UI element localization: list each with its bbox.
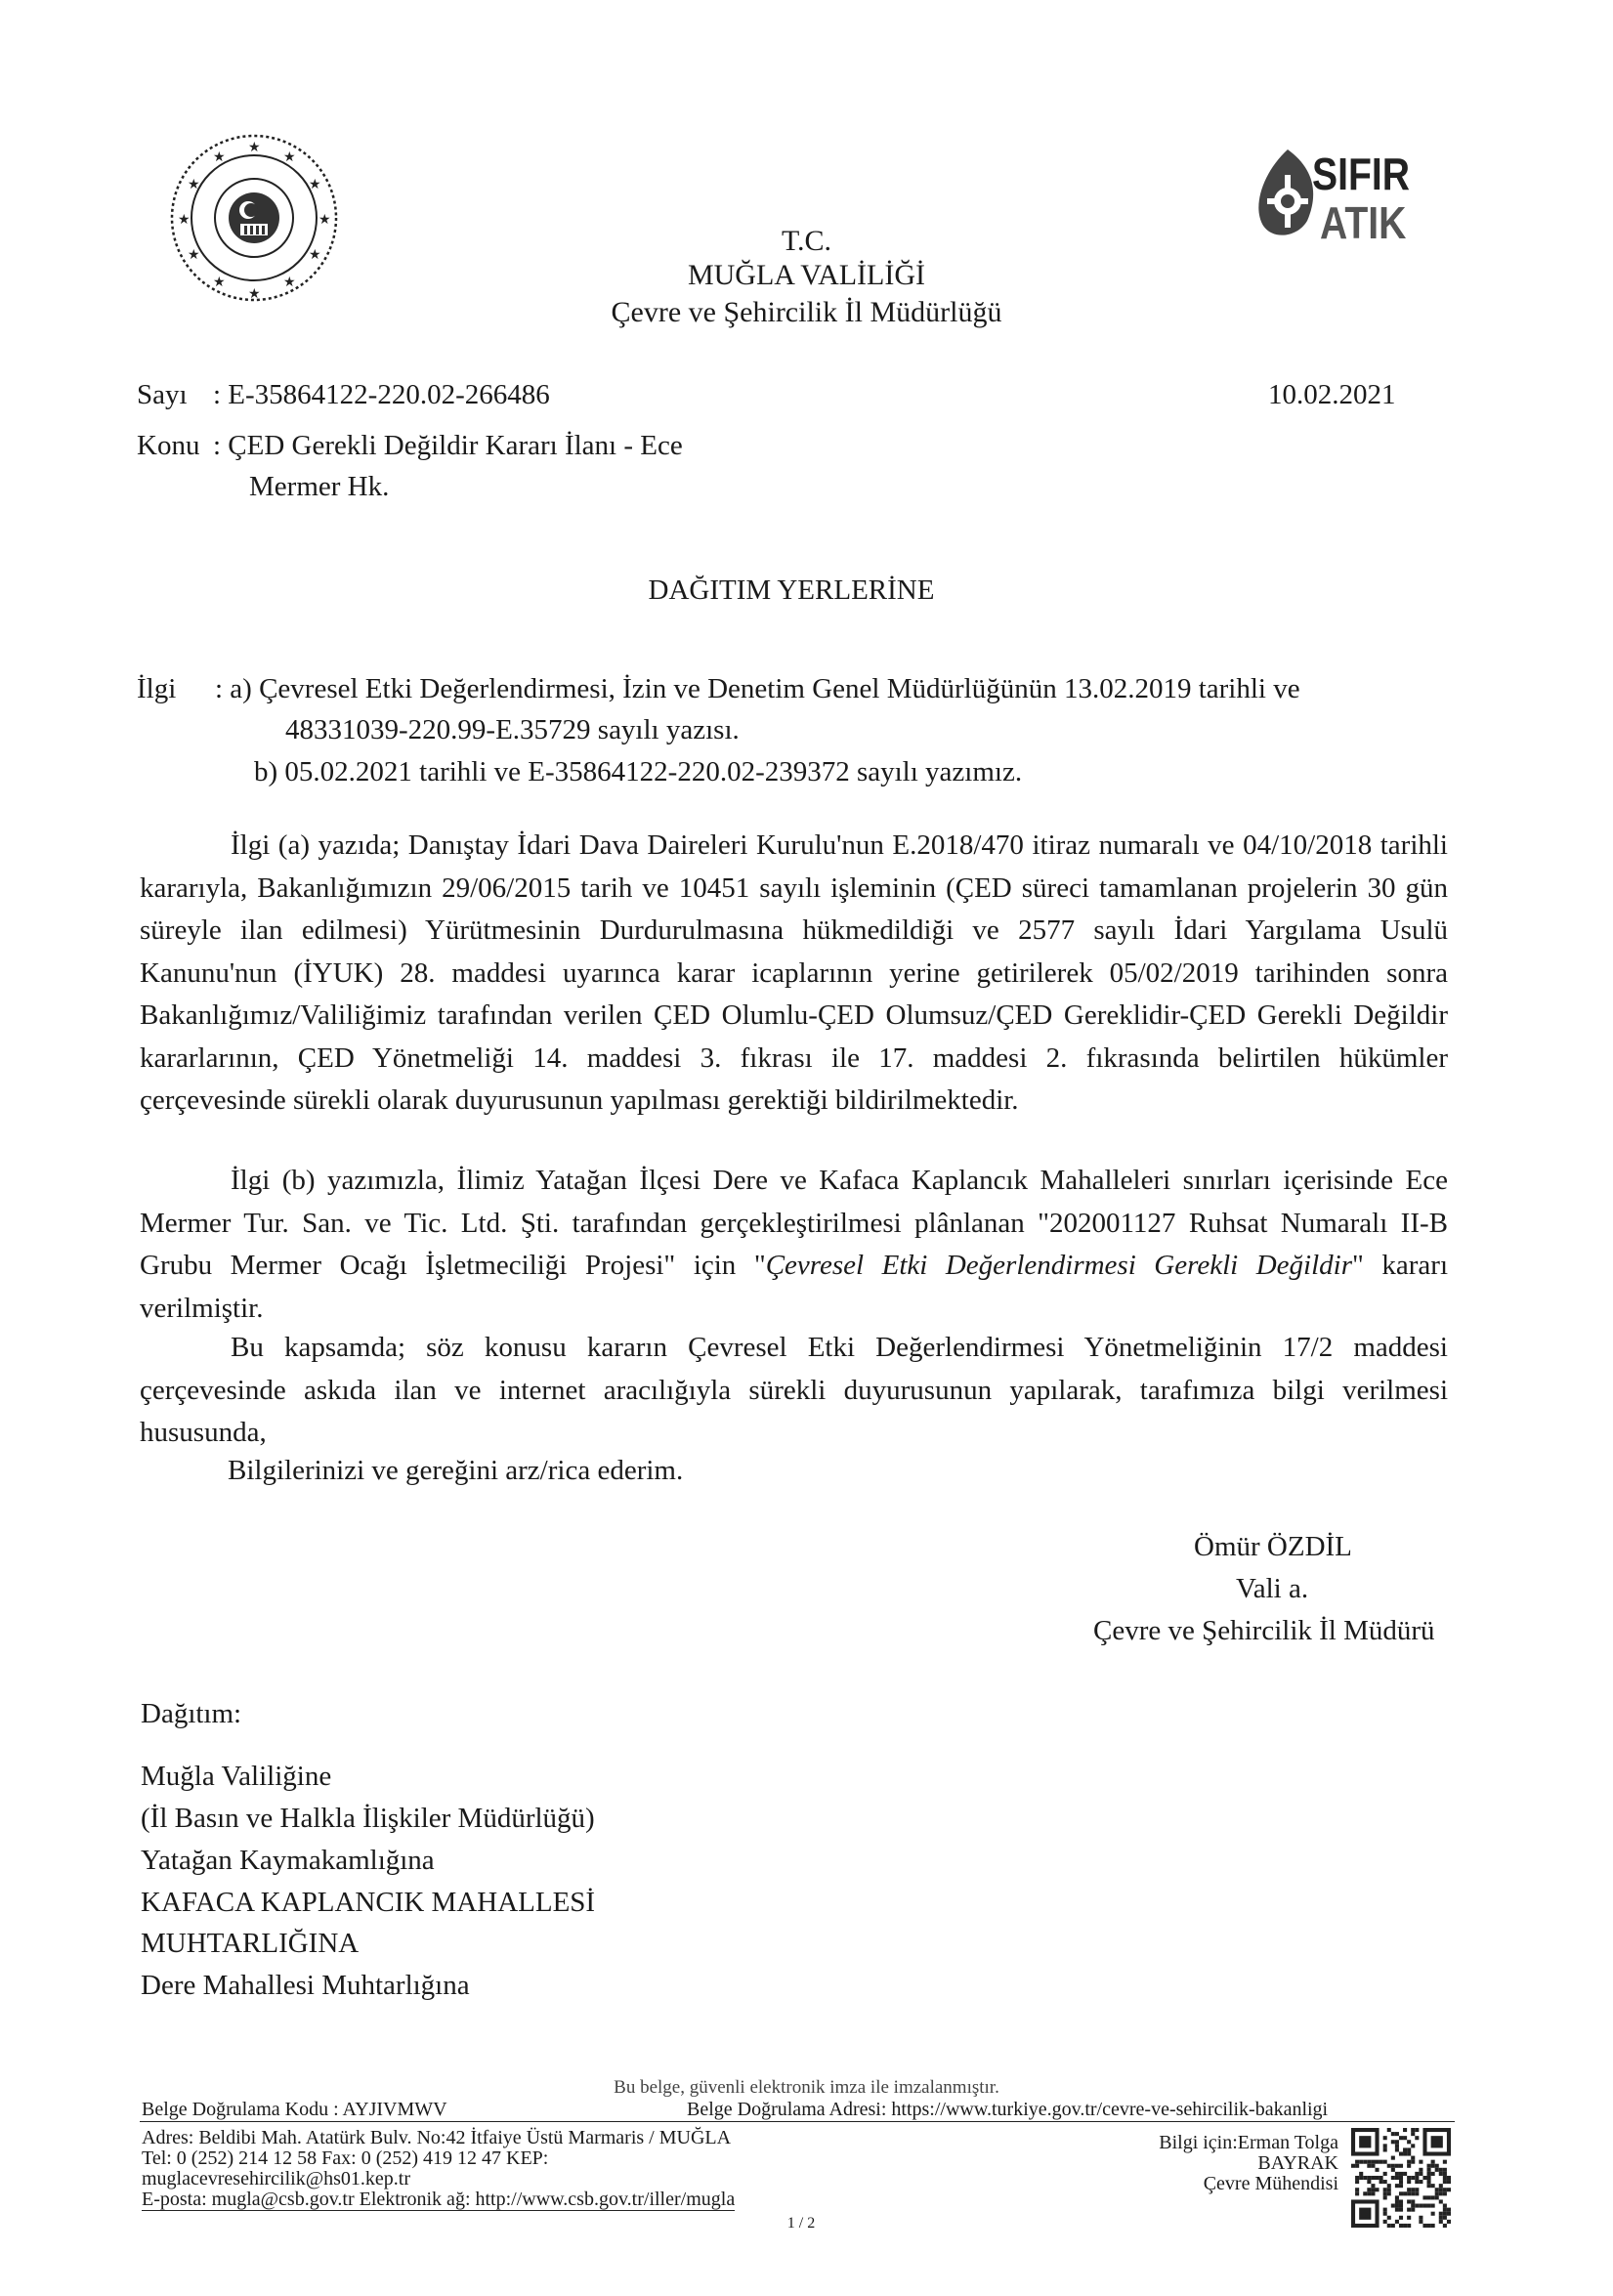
page-number: 1 / 2 (786, 2215, 816, 2232)
verification-code: Belge Doğrulama Kodu : AYJIVMWV (142, 2099, 447, 2120)
esign-note: Bu belge, güvenli elektronik imza ile imzalanmıştır. (614, 2077, 999, 2098)
distribution-item: MUHTARLIĞINA (141, 1928, 360, 1959)
distribution-item: KAFACA KAPLANCIK MAHALLESİ (141, 1887, 596, 1918)
footer-address: Adres: Beldibi Mah. Atatürk Bulv. No:42 İtfaiye Üstü Marmaris / MUĞLA (142, 2127, 732, 2148)
verification-address: Belge Doğrulama Adresi: https://www.turkiye.gov.tr/cevre-ve-sehircilik-bakanligi (687, 2099, 1329, 2120)
atik-text: ATIK (1320, 197, 1407, 248)
footer-tel: Tel: 0 (252) 214 12 58 Fax: 0 (252) 419 12 47 KEP: (142, 2147, 549, 2169)
svg-text:★: ★ (283, 149, 296, 165)
sayi-label: Sayı (137, 379, 188, 410)
ilgi-label: İlgi (137, 673, 177, 704)
svg-text:★: ★ (318, 212, 331, 228)
svg-text:★: ★ (213, 149, 226, 165)
svg-text:★: ★ (178, 212, 191, 228)
header-governorship: MUĞLA VALİLİĞİ (687, 259, 926, 291)
ilgi-a-line-1: : a) Çevresel Etki Değerlendirmesi, İzin ve Denetim Genel Müdürlüğünün 13.02.2019 tarihli ve (215, 673, 1300, 704)
ilgi-b-line: b) 05.02.2021 tarihli ve E-35864122-220.02-239372 sayılı yazımız. (254, 756, 1023, 787)
konu-line-1: : ÇED Gerekli Değildir Kararı İlanı - Ece (213, 430, 683, 461)
signature-name: Ömür ÖZDİL (1194, 1531, 1352, 1562)
konu-label: Konu (137, 430, 200, 461)
svg-text:★: ★ (213, 275, 226, 290)
svg-text:★: ★ (309, 247, 321, 263)
svg-text:★: ★ (248, 286, 261, 302)
distribution-item: Yatağan Kaymakamlığına (141, 1845, 435, 1876)
info-title: Çevre Mühendisi (1203, 2173, 1338, 2194)
distribution-item: Muğla Valiliğine (141, 1761, 332, 1792)
body-paragraph-2-part-a: İlgi (b) yazımızla, İlimiz Yatağan İlçesi Dere ve Kafaca Kaplancık Mahalleleri sınırları içerisinde Ece Mermer Tur. San. ve Tic. Ltd. Şti. tarafından gerçekleştirilmesi plânlanan "202001127 Ruhsat Numaralı II-B Grubu Mermer Ocağı İşletmeciliği Projesi" için " (140, 1165, 1448, 1281)
body-paragraph-4: Bilgilerinizi ve gereğini arz/rica ederim. (228, 1455, 684, 1486)
body-paragraph-3: Bu kapsamda; söz konusu kararın Çevresel Etki Değerlendirmesi Yönetmeliğinin 17/2 maddesi çerçevesinde askıda ilan ve internet aracılığıyla sürekli duyurusunun yapılarak, tarafımıza bilgi verilmesi hususunda, (140, 1332, 1448, 1448)
konu-line-2: Mermer Hk. (249, 471, 390, 502)
svg-text:★: ★ (309, 177, 321, 192)
recipient-heading: DAĞITIM YERLERİNE (648, 574, 935, 606)
distribution-item: (İl Basın ve Halkla İlişkiler Müdürlüğü) (141, 1803, 595, 1834)
sayi-value: : E-35864122-220.02-266486 (213, 379, 550, 410)
svg-text:★: ★ (188, 177, 200, 192)
header-tc: T.C. (781, 225, 832, 257)
signature-title-2: Çevre ve Şehircilik İl Müdürü (1093, 1615, 1435, 1646)
sifir-text: SIFIR (1312, 149, 1410, 199)
document-date: 10.02.2021 (1268, 379, 1396, 410)
ilgi-a-line-2: 48331039-220.99-E.35729 sayılı yazısı. (285, 714, 740, 745)
info-contact: Bilgi için:Erman Tolga (1159, 2132, 1338, 2153)
footer-divider (140, 2121, 1455, 2122)
svg-text:★: ★ (188, 247, 200, 263)
body-paragraph-1: İlgi (a) yazıda; Danıştay İdari Dava Daireleri Kurulu'nun E.2018/470 itiraz numaralı ve 04/10/2018 tarihli kararıyla, Bakanlığımızın 29/06/2015 tarih ve 10451 sayılı işleminin (ÇED süreci tamamlanan projelerin 30 gün süreyle ilan edilmesi) Yürütmesinin Durdurulmasına hükmedildiği ve 2577 sayılı İdari Yargılama Usulü Kanunu'nun (İYUK) 28. maddesi uyarınca karar icaplarının yerine getirilerek 05/02/2019 tarihinden sonra Bakanlığımız/Valiliğimiz tarafından verilen ÇED Olumlu-ÇED Olumsuz/ÇED Gereklidir-ÇED Gerekli Değildir kararlarının, ÇED Yönetmeliği 14. maddesi 3. fıkrası ile 17. maddesi 2. fıkrasında belirtilen hükümler çerçevesinde sürekli olarak duyurusunun yapılması gerektiği bildirilmektedir. (140, 829, 1448, 1116)
distribution-heading: Dağıtım: (141, 1698, 242, 1729)
distribution-item: Dere Mahallesi Muhtarlığına (141, 1970, 470, 2001)
svg-text:★: ★ (248, 140, 261, 155)
footer-kep: muglacevresehircilik@hs01.kep.tr (142, 2168, 410, 2190)
body-paragraph-2-italic: Çevresel Etki Değerlendirmesi Gerekli Değildir (765, 1250, 1352, 1281)
footer-email: E-posta: mugla@csb.gov.tr Elektronik ağ: http://www.csb.gov.tr/iller/mugla (142, 2189, 736, 2210)
svg-text:★: ★ (283, 275, 296, 290)
body-paragraph-2 (140, 1160, 1448, 1330)
qr-code-icon (1351, 2128, 1451, 2228)
body-paragraph-2-part-b: " kararı verilmiştir. (140, 1250, 1448, 1324)
info-surname: BAYRAK (1257, 2152, 1338, 2174)
signature-title-1: Vali a. (1236, 1573, 1309, 1604)
header-directorate: Çevre ve Şehircilik İl Müdürlüğü (611, 296, 1002, 328)
